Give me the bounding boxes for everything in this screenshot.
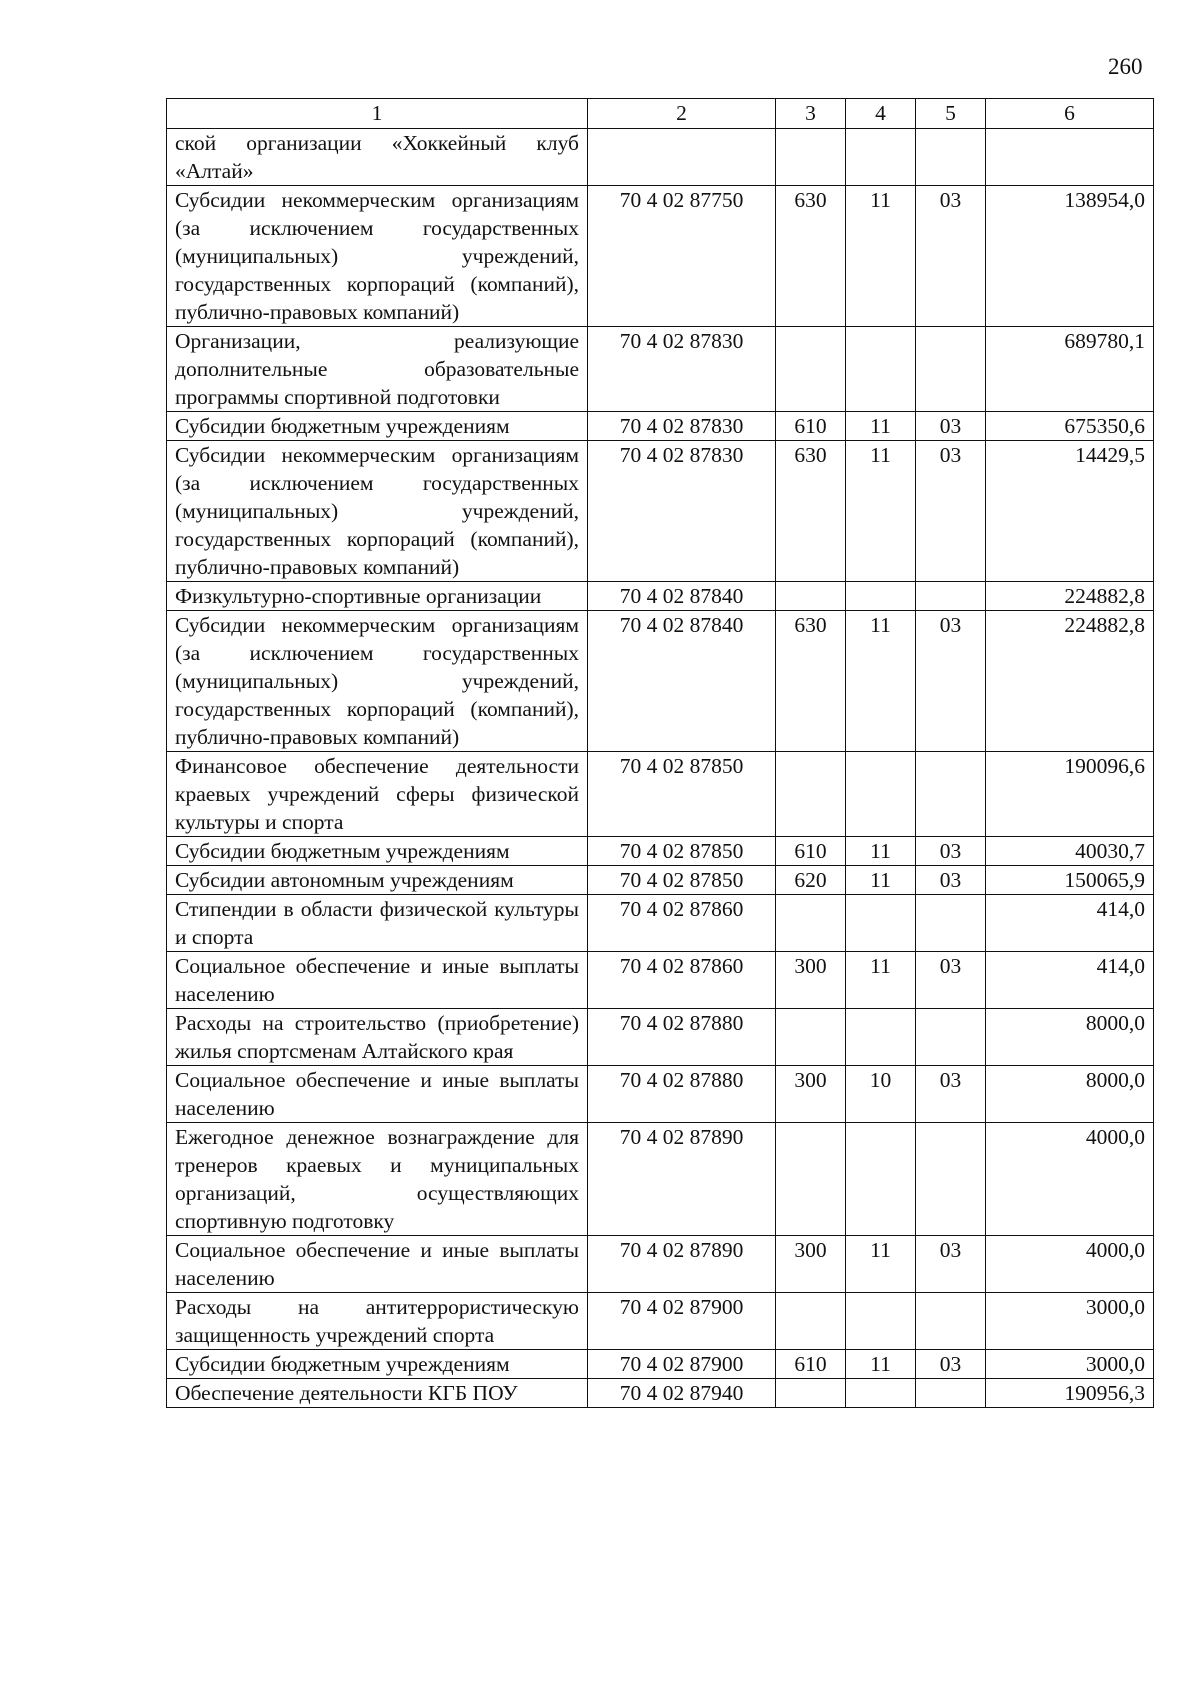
table-row bbox=[167, 1236, 1154, 1293]
target-code: 70 4 02 87860 bbox=[588, 895, 776, 952]
subsection-code: 03 bbox=[916, 186, 986, 327]
section-code: 11 bbox=[846, 186, 916, 327]
amount: 3000,0 bbox=[986, 1293, 1154, 1350]
section-code bbox=[846, 327, 916, 412]
subsection-code bbox=[916, 327, 986, 412]
table-row bbox=[167, 1350, 1154, 1379]
page-number: 260 bbox=[1108, 54, 1143, 79]
subsection-code bbox=[916, 1009, 986, 1066]
expense-type-code: 630 bbox=[776, 186, 846, 327]
table-row bbox=[167, 1009, 1154, 1066]
expense-type-code bbox=[776, 129, 846, 186]
column-header: 2 bbox=[588, 99, 776, 129]
subsection-code: 03 bbox=[916, 866, 986, 895]
table-row bbox=[167, 752, 1154, 837]
expense-type-code: 620 bbox=[776, 866, 846, 895]
table-row bbox=[167, 1123, 1154, 1236]
target-code: 70 4 02 87900 bbox=[588, 1293, 776, 1350]
amount: 190096,6 bbox=[986, 752, 1154, 837]
expense-type-code: 300 bbox=[776, 1066, 846, 1123]
subsection-code bbox=[916, 1293, 986, 1350]
expense-type-code bbox=[776, 582, 846, 611]
target-code: 70 4 02 87830 bbox=[588, 327, 776, 412]
section-code bbox=[846, 1293, 916, 1350]
target-code: 70 4 02 87750 bbox=[588, 186, 776, 327]
expense-name: Расходы на строительство (приобретение) жилья спортсменам Алтайского края bbox=[167, 1009, 588, 1066]
section-code bbox=[846, 1379, 916, 1408]
table-row bbox=[167, 611, 1154, 752]
expense-type-code: 610 bbox=[776, 412, 846, 441]
column-header: 3 bbox=[776, 99, 846, 129]
subsection-code: 03 bbox=[916, 412, 986, 441]
target-code: 70 4 02 87830 bbox=[588, 412, 776, 441]
subsection-code bbox=[916, 1379, 986, 1408]
expense-type-code: 300 bbox=[776, 1236, 846, 1293]
expense-type-code: 630 bbox=[776, 611, 846, 752]
expense-name: Субсидии автономным учреждениям bbox=[167, 866, 588, 895]
expense-type-code bbox=[776, 1123, 846, 1236]
table-row bbox=[167, 1293, 1154, 1350]
amount: 689780,1 bbox=[986, 327, 1154, 412]
amount: 138954,0 bbox=[986, 186, 1154, 327]
expense-type-code: 630 bbox=[776, 441, 846, 582]
target-code: 70 4 02 87840 bbox=[588, 582, 776, 611]
column-header: 1 bbox=[167, 99, 588, 129]
section-code bbox=[846, 752, 916, 837]
target-code: 70 4 02 87850 bbox=[588, 752, 776, 837]
target-code: 70 4 02 87850 bbox=[588, 866, 776, 895]
amount: 675350,6 bbox=[986, 412, 1154, 441]
expense-type-code bbox=[776, 1379, 846, 1408]
table-row bbox=[167, 441, 1154, 582]
section-code: 11 bbox=[846, 441, 916, 582]
expense-name: Стипендии в области физической культуры и спорта bbox=[167, 895, 588, 952]
amount: 3000,0 bbox=[986, 1350, 1154, 1379]
amount: 4000,0 bbox=[986, 1236, 1154, 1293]
section-code bbox=[846, 1123, 916, 1236]
column-header: 6 bbox=[986, 99, 1154, 129]
section-code bbox=[846, 129, 916, 186]
table-row bbox=[167, 952, 1154, 1009]
table-header-row bbox=[167, 99, 1154, 129]
target-code: 70 4 02 87890 bbox=[588, 1236, 776, 1293]
budget-table bbox=[166, 98, 1154, 1408]
expense-type-code bbox=[776, 752, 846, 837]
section-code: 10 bbox=[846, 1066, 916, 1123]
target-code: 70 4 02 87900 bbox=[588, 1350, 776, 1379]
subsection-code: 03 bbox=[916, 1236, 986, 1293]
expense-name: Обеспечение деятельности КГБ ПОУ bbox=[167, 1379, 588, 1408]
subsection-code: 03 bbox=[916, 837, 986, 866]
expense-name: Социальное обеспечение и иные выплаты населению bbox=[167, 1236, 588, 1293]
amount: 414,0 bbox=[986, 895, 1154, 952]
expense-type-code bbox=[776, 895, 846, 952]
subsection-code bbox=[916, 129, 986, 186]
column-header: 5 bbox=[916, 99, 986, 129]
section-code bbox=[846, 1009, 916, 1066]
expense-name: Финансовое обеспечение деятельности краевых учреждений сферы физической культуры и спорта bbox=[167, 752, 588, 837]
subsection-code: 03 bbox=[916, 952, 986, 1009]
target-code: 70 4 02 87890 bbox=[588, 1123, 776, 1236]
table-row bbox=[167, 412, 1154, 441]
expense-name: Субсидии некоммерческим организациям (за исключением государственных (муниципальных) учреждений, государственных корпораций (компаний), публично-правовых компаний) bbox=[167, 186, 588, 327]
target-code: 70 4 02 87860 bbox=[588, 952, 776, 1009]
subsection-code bbox=[916, 895, 986, 952]
expense-name: Расходы на антитеррористическую защищенность учреждений спорта bbox=[167, 1293, 588, 1350]
expense-name: Организации, реализующие дополнительные образовательные программы спортивной подготовки bbox=[167, 327, 588, 412]
expense-name: Субсидии бюджетным учреждениям bbox=[167, 1350, 588, 1379]
expense-type-code bbox=[776, 1293, 846, 1350]
table-row bbox=[167, 895, 1154, 952]
target-code: 70 4 02 87880 bbox=[588, 1009, 776, 1066]
column-header: 4 bbox=[846, 99, 916, 129]
amount: 190956,3 bbox=[986, 1379, 1154, 1408]
table-row bbox=[167, 837, 1154, 866]
subsection-code: 03 bbox=[916, 611, 986, 752]
table-row bbox=[167, 186, 1154, 327]
target-code: 70 4 02 87830 bbox=[588, 441, 776, 582]
expense-name: Социальное обеспечение и иные выплаты населению bbox=[167, 952, 588, 1009]
table-row bbox=[167, 129, 1154, 186]
subsection-code bbox=[916, 752, 986, 837]
expense-type-code: 610 bbox=[776, 837, 846, 866]
expense-name: ской организации «Хоккейный клуб «Алтай» bbox=[167, 129, 588, 186]
expense-name: Субсидии бюджетным учреждениям bbox=[167, 837, 588, 866]
amount: 414,0 bbox=[986, 952, 1154, 1009]
target-code: 70 4 02 87840 bbox=[588, 611, 776, 752]
section-code: 11 bbox=[846, 412, 916, 441]
amount: 224882,8 bbox=[986, 582, 1154, 611]
expense-name: Ежегодное денежное вознаграждение для тренеров краевых и муниципальных организаций, осуществляющих спортивную подготовку bbox=[167, 1123, 588, 1236]
amount: 14429,5 bbox=[986, 441, 1154, 582]
amount: 40030,7 bbox=[986, 837, 1154, 866]
section-code bbox=[846, 582, 916, 611]
table-row bbox=[167, 327, 1154, 412]
amount: 150065,9 bbox=[986, 866, 1154, 895]
section-code: 11 bbox=[846, 837, 916, 866]
table-row bbox=[167, 1379, 1154, 1408]
subsection-code bbox=[916, 582, 986, 611]
expense-name: Субсидии некоммерческим организациям (за исключением государственных (муниципальных) учреждений, государственных корпораций (компаний), публично-правовых компаний) bbox=[167, 441, 588, 582]
subsection-code: 03 bbox=[916, 441, 986, 582]
section-code bbox=[846, 895, 916, 952]
subsection-code: 03 bbox=[916, 1066, 986, 1123]
subsection-code: 03 bbox=[916, 1350, 986, 1379]
expense-name: Физкультурно-спортивные организации bbox=[167, 582, 588, 611]
expense-type-code: 610 bbox=[776, 1350, 846, 1379]
target-code: 70 4 02 87940 bbox=[588, 1379, 776, 1408]
target-code bbox=[588, 129, 776, 186]
section-code: 11 bbox=[846, 1236, 916, 1293]
section-code: 11 bbox=[846, 866, 916, 895]
amount: 4000,0 bbox=[986, 1123, 1154, 1236]
table-row bbox=[167, 1066, 1154, 1123]
section-code: 11 bbox=[846, 952, 916, 1009]
table-row bbox=[167, 582, 1154, 611]
amount bbox=[986, 129, 1154, 186]
target-code: 70 4 02 87880 bbox=[588, 1066, 776, 1123]
amount: 8000,0 bbox=[986, 1066, 1154, 1123]
amount: 8000,0 bbox=[986, 1009, 1154, 1066]
expense-type-code bbox=[776, 1009, 846, 1066]
target-code: 70 4 02 87850 bbox=[588, 837, 776, 866]
section-code: 11 bbox=[846, 1350, 916, 1379]
expense-name: Субсидии бюджетным учреждениям bbox=[167, 412, 588, 441]
expense-type-code bbox=[776, 327, 846, 412]
section-code: 11 bbox=[846, 611, 916, 752]
expense-type-code: 300 bbox=[776, 952, 846, 1009]
expense-name: Субсидии некоммерческим организациям (за исключением государственных (муниципальных) учреждений, государственных корпораций (компаний), публично-правовых компаний) bbox=[167, 611, 588, 752]
table-row bbox=[167, 866, 1154, 895]
amount: 224882,8 bbox=[986, 611, 1154, 752]
subsection-code bbox=[916, 1123, 986, 1236]
expense-name: Социальное обеспечение и иные выплаты населению bbox=[167, 1066, 588, 1123]
